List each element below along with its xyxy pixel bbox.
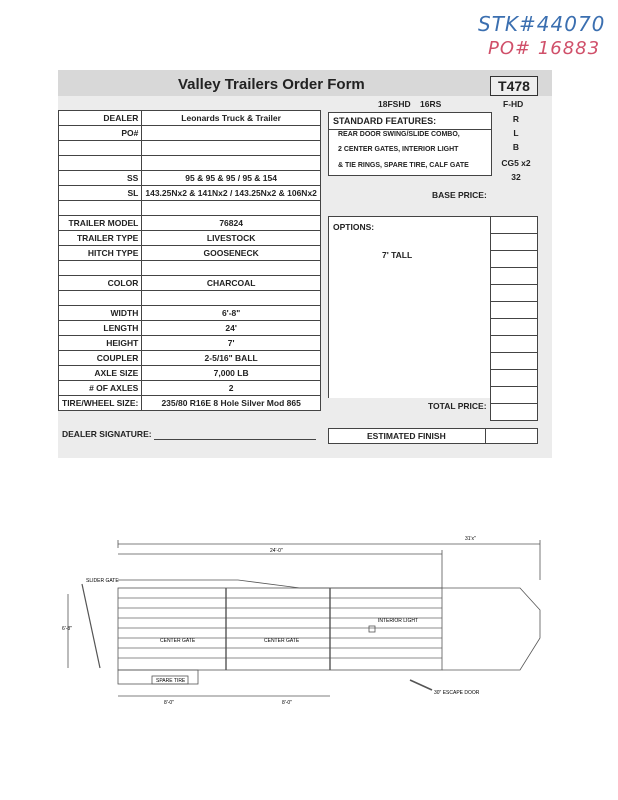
model-length: 16RS (420, 99, 442, 109)
option-price-cell[interactable] (491, 217, 538, 234)
center-gate-text-1: CENTER GATE (160, 638, 196, 644)
form-row (59, 321, 321, 336)
row-value[interactable] (142, 141, 321, 156)
row-label: TRAILER MODEL (59, 216, 142, 231)
row-label (59, 291, 142, 306)
option-price-cell[interactable] (491, 370, 538, 387)
feature-line: 2 CENTER GATES, INTERIOR LIGHT (338, 146, 459, 153)
row-label: PO# (59, 126, 142, 141)
option-price-row (491, 302, 538, 319)
option-price-row (491, 234, 538, 251)
option-price-row (491, 404, 538, 421)
option-price-row (491, 285, 538, 302)
box-length-text: 24'-0" (270, 548, 283, 554)
option-price-row (491, 370, 538, 387)
order-details-table (58, 110, 321, 411)
row-value[interactable]: GOOSENECK (142, 246, 321, 261)
model-code: 18FSHD (378, 99, 411, 109)
form-row (59, 156, 321, 171)
row-label: SL (59, 186, 142, 201)
row-label: COUPLER (59, 351, 142, 366)
model-spec: F-HD (503, 99, 524, 109)
escape-door-text: 30" ESCAPE DOOR (434, 690, 480, 696)
standard-features-heading: STANDARD FEATURES: (333, 116, 437, 126)
row-value[interactable]: 2 (142, 381, 321, 396)
option-price-row (491, 336, 538, 353)
row-label: LENGTH (59, 321, 142, 336)
form-row (59, 231, 321, 246)
row-label: SS (59, 171, 142, 186)
row-value[interactable]: 76824 (142, 216, 321, 231)
row-value[interactable]: 7' (142, 336, 321, 351)
row-label: WIDTH (59, 306, 142, 321)
form-row (59, 126, 321, 141)
row-value[interactable]: 7,000 LB (142, 366, 321, 381)
feature-code: CG5 x2 (501, 158, 531, 168)
row-label (59, 261, 142, 276)
dim-bottom-1-text: 8'-0" (164, 700, 174, 706)
form-row (59, 111, 321, 126)
form-row (59, 306, 321, 321)
overall-length-text: 31'x" (465, 536, 476, 542)
row-label: HEIGHT (59, 336, 142, 351)
base-price-label: BASE PRICE: (432, 190, 487, 200)
feature-code: L (513, 128, 519, 138)
row-value[interactable]: 235/80 R16E 8 Hole Silver Mod 865 (142, 396, 321, 411)
row-value[interactable]: 6'-8" (142, 306, 321, 321)
row-value[interactable]: LIVESTOCK (142, 231, 321, 246)
row-value[interactable] (142, 201, 321, 216)
gooseneck-outline (118, 580, 442, 588)
option-price-cell[interactable] (491, 251, 538, 268)
option-price-cell[interactable] (491, 353, 538, 370)
form-code: T478 (490, 76, 538, 96)
slider-gate-text: SLIDER GATE (86, 578, 119, 584)
row-value[interactable]: 143.25Nx2 & 141Nx2 / 143.25Nx2 & 106Nx2 (142, 186, 321, 201)
row-label: AXLE SIZE (59, 366, 142, 381)
row-value[interactable] (142, 156, 321, 171)
option-price-cell[interactable] (491, 285, 538, 302)
form-row (59, 261, 321, 276)
row-value[interactable]: CHARCOAL (142, 276, 321, 291)
option-price-cell[interactable] (491, 319, 538, 336)
row-label: TRAILER TYPE (59, 231, 142, 246)
trailer-nose (442, 588, 540, 670)
row-value[interactable]: Leonards Truck & Trailer (142, 111, 321, 126)
form-row (59, 216, 321, 231)
option-price-row (491, 251, 538, 268)
dim-bottom-2-text: 8'-0" (282, 700, 292, 706)
row-value[interactable] (142, 291, 321, 306)
option-price-cell[interactable] (491, 387, 538, 404)
option-price-row (491, 217, 538, 234)
total-price-label: TOTAL PRICE: (428, 401, 487, 411)
form-row (59, 366, 321, 381)
estimated-finish-box (328, 428, 538, 444)
row-label (59, 201, 142, 216)
dealer-signature-label: DEALER SIGNATURE: (62, 429, 152, 439)
row-value[interactable] (142, 261, 321, 276)
row-value[interactable] (142, 126, 321, 141)
option-price-cell[interactable] (491, 336, 538, 353)
handwritten-po-number: PO# 16883 (488, 38, 601, 59)
option-price-row (491, 353, 538, 370)
form-row (59, 336, 321, 351)
row-label (59, 156, 142, 171)
options-heading: OPTIONS: (333, 222, 375, 232)
form-row (59, 201, 321, 216)
trailer-diagram (60, 530, 560, 710)
feature-code: 32 (511, 172, 521, 182)
form-row (59, 291, 321, 306)
feature-code: B (512, 142, 520, 152)
row-label: HITCH TYPE (59, 246, 142, 261)
option-price-row (491, 268, 538, 285)
option-price-cell[interactable] (491, 268, 538, 285)
form-row (59, 276, 321, 291)
option-price-row (491, 387, 538, 404)
row-value[interactable]: 95 & 95 & 95 / 95 & 154 (142, 171, 321, 186)
form-row (59, 381, 321, 396)
options-price-grid (490, 216, 538, 421)
interior-light-text: INTERIOR LIGHT (378, 618, 419, 624)
row-value[interactable]: 2-5/16" BALL (142, 351, 321, 366)
estimated-finish-label: ESTIMATED FINISH (367, 431, 446, 441)
row-label: TIRE/WHEEL SIZE: (59, 396, 142, 411)
form-row (59, 396, 321, 411)
option-item: 7' TALL (382, 250, 413, 260)
handwritten-stock-number: STK#44070 (478, 12, 606, 36)
feature-code: R (512, 114, 520, 124)
option-price-cell[interactable] (491, 404, 538, 421)
row-label (59, 141, 142, 156)
row-label: # OF AXLES (59, 381, 142, 396)
dealer-signature-line[interactable] (154, 439, 316, 440)
option-price-cell[interactable] (491, 234, 538, 251)
form-row (59, 171, 321, 186)
option-price-row (491, 319, 538, 336)
form-row (59, 186, 321, 201)
spare-tire-text: SPARE TIRE (156, 678, 186, 684)
feature-codes (498, 114, 534, 186)
escape-door-line (410, 680, 432, 690)
center-gate-text-2: CENTER GATE (264, 638, 300, 644)
form-row (59, 141, 321, 156)
width-text: 6'-8" (62, 626, 72, 632)
row-label: DEALER (59, 111, 142, 126)
form-title: Valley Trailers Order Form (178, 76, 365, 93)
row-label: COLOR (59, 276, 142, 291)
form-row (59, 351, 321, 366)
slider-gate-line (82, 584, 100, 668)
row-value[interactable]: 24' (142, 321, 321, 336)
standard-features-lines (338, 130, 488, 178)
interior-light-marker (369, 626, 375, 632)
feature-line: REAR DOOR SWING/SLIDE COMBO, (338, 131, 460, 138)
form-row (59, 246, 321, 261)
feature-line: & TIE RINGS, SPARE TIRE, CALF GATE (338, 162, 469, 169)
option-price-cell[interactable] (491, 302, 538, 319)
